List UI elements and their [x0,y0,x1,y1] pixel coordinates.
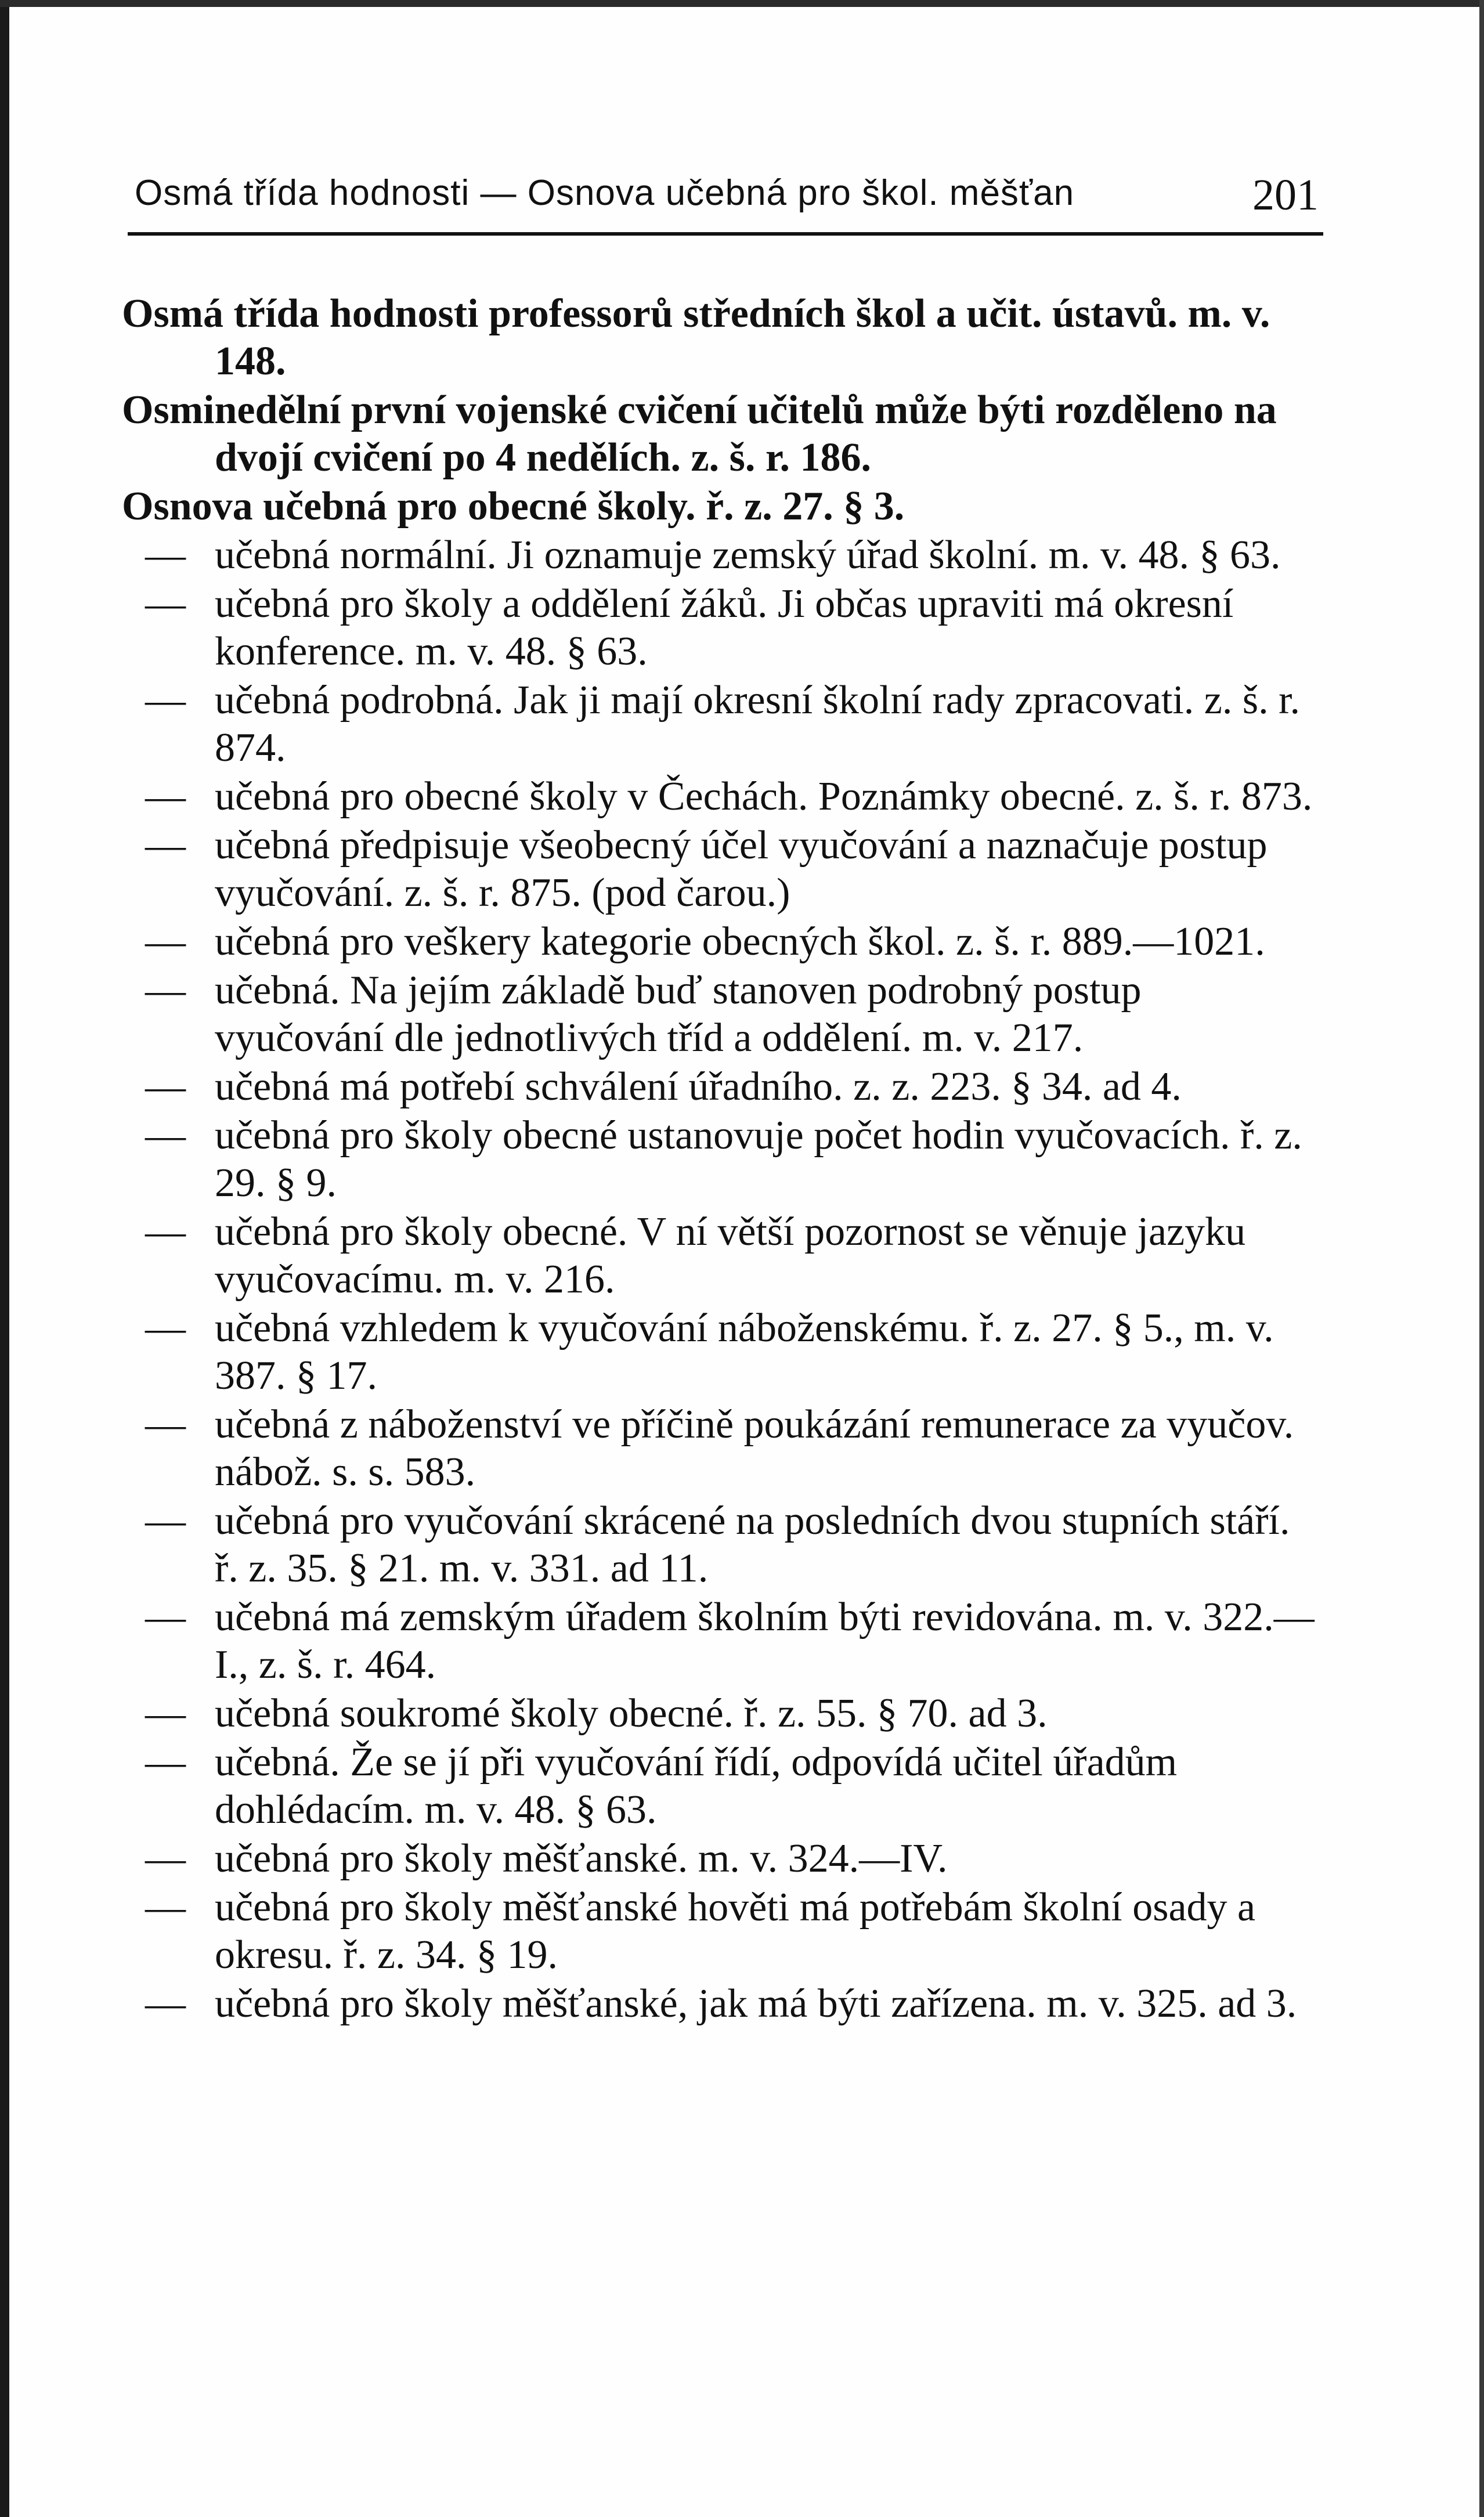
index-entries [122,290,1317,2029]
index-entry-subentry [122,1594,1317,1689]
entry-text: učebná z náboženství ve příčině poukázání remunerace za vyučov. nábož. s. s. 583. [215,1402,1294,1494]
index-entry-subentry [122,1208,1317,1303]
index-entry-subentry [122,1690,1317,1738]
entry-dash: — [145,1836,186,1881]
entry-dash: — [145,1209,186,1254]
index-entry-subentry [122,1739,1317,1834]
entry-dash: — [145,1064,186,1109]
entry-dash: — [145,1740,186,1785]
entry-dash: — [145,919,186,964]
index-entry-subentry [122,677,1317,772]
entry-dash: — [145,1498,186,1543]
entry-text: Osnova učebná pro obecné školy. ř. z. 27. § 3. [122,484,905,529]
entry-dash: — [145,1402,186,1447]
index-entry-subentry [122,1980,1317,2028]
entry-text: Osmá třída hodnosti professorů středních škol a učit. ústavů. m. v. 148. [122,291,1270,384]
entry-text: učebná soukromé školy obecné. ř. z. 55. § 70. ad 3. [215,1691,1048,1736]
entry-text: učebná pro školy měšťanské, jak má býti zařízena. m. v. 325. ad 3. [215,1981,1297,2026]
entry-text: učebná. Že se jí při vyučování řídí, odpovídá učitel úřadům dohlédacím. m. v. 48. § 63. [215,1740,1178,1832]
entry-text: Osminedělní první vojenské cvičení učitelů může býti rozděleno na dvojí cvičení po 4 nedělích. z. š. r. 186. [122,388,1277,480]
index-entry-subentry [122,580,1317,676]
index-entry-subentry [122,532,1317,579]
entry-dash: — [145,774,186,819]
entry-text: učebná pro školy měšťanské hověti má potřebám školní osady a okresu. ř. z. 34. § 19. [215,1885,1256,1977]
page-edge-top [0,0,1484,7]
index-entry-subentry [122,822,1317,917]
entry-text: učebná. Na jejím základě buď stanoven podrobný postup vyučování dle jednotlivých tříd a oddělení. m. v. 217. [215,968,1142,1060]
index-entry-subentry [122,1112,1317,1207]
page-number: 201 [1252,171,1319,219]
entry-dash: — [145,823,186,868]
page-edge-left [0,0,9,2517]
entry-dash: — [145,1885,186,1930]
index-entry-subentry [122,773,1317,821]
index-entry-subentry [122,1497,1317,1592]
index-entry-subentry [122,1835,1317,1883]
index-entry-subentry [122,1884,1317,1979]
index-entry-subentry [122,1401,1317,1496]
entry-text: učebná předpisuje všeobecný účel vyučování a naznačuje postup vyučování. z. š. r. 875. (pod čarou.) [215,823,1268,915]
index-entry-heading [122,387,1317,482]
entry-text: učebná normální. Ji oznamuje zemský úřad školní. m. v. 48. § 63. [215,533,1281,577]
running-head-title: Osmá třída hodnosti — Osnova učebná pro škol. měšťan [135,173,1075,213]
entry-dash: — [145,582,186,626]
entry-text: učebná pro veškery kategorie obecných škol. z. š. r. 889.—1021. [215,919,1265,964]
entry-dash: — [145,1306,186,1350]
entry-text: učebná pro školy obecné. V ní větší pozornost se věnuje jazyku vyučovacímu. m. v. 216. [215,1209,1246,1302]
entry-text: učebná má potřebí schválení úřadního. z. z. 223. § 34. ad 4. [215,1064,1182,1109]
entry-text: učebná pro školy měšťanské. m. v. 324.—IV. [215,1836,948,1881]
index-entry-subentry [122,918,1317,966]
entry-dash: — [145,1595,186,1640]
entry-dash: — [145,678,186,723]
entry-text: učebná pro školy obecné ustanovuje počet hodin vyučovacích. ř. z. 29. § 9. [215,1113,1302,1205]
entry-dash: — [145,968,186,1013]
entry-dash: — [145,1981,186,2026]
entry-text: učebná pro vyučování skrácené na posledních dvou stupních stáří. ř. z. 35. § 21. m. v. 331. ad 11. [215,1498,1290,1591]
entry-text: učebná má zemským úřadem školním býti revidována. m. v. 322.—I., z. š. r. 464. [215,1595,1315,1687]
index-entry-heading [122,483,1317,530]
index-entry-subentry [122,1063,1317,1111]
entry-dash: — [145,533,186,577]
header-rule [128,232,1323,236]
page-edge-right [1479,0,1484,2517]
entry-dash: — [145,1113,186,1158]
index-entry-subentry [122,1305,1317,1400]
entry-text: učebná pro obecné školy v Čechách. Poznámky obecné. z. š. r. 873. [215,774,1313,819]
running-head [135,168,1319,221]
entry-text: učebná podrobná. Jak ji mají okresní školní rady zpracovati. z. š. r. 874. [215,678,1301,770]
entry-text: učebná vzhledem k vyučování náboženskému. ř. z. 27. § 5., m. v. 387. § 17. [215,1306,1274,1398]
entry-text: učebná pro školy a oddělení žáků. Ji občas upraviti má okresní konference. m. v. 48. § 63. [215,582,1234,674]
index-entry-subentry [122,967,1317,1062]
entry-dash: — [145,1691,186,1736]
index-entry-heading [122,290,1317,385]
